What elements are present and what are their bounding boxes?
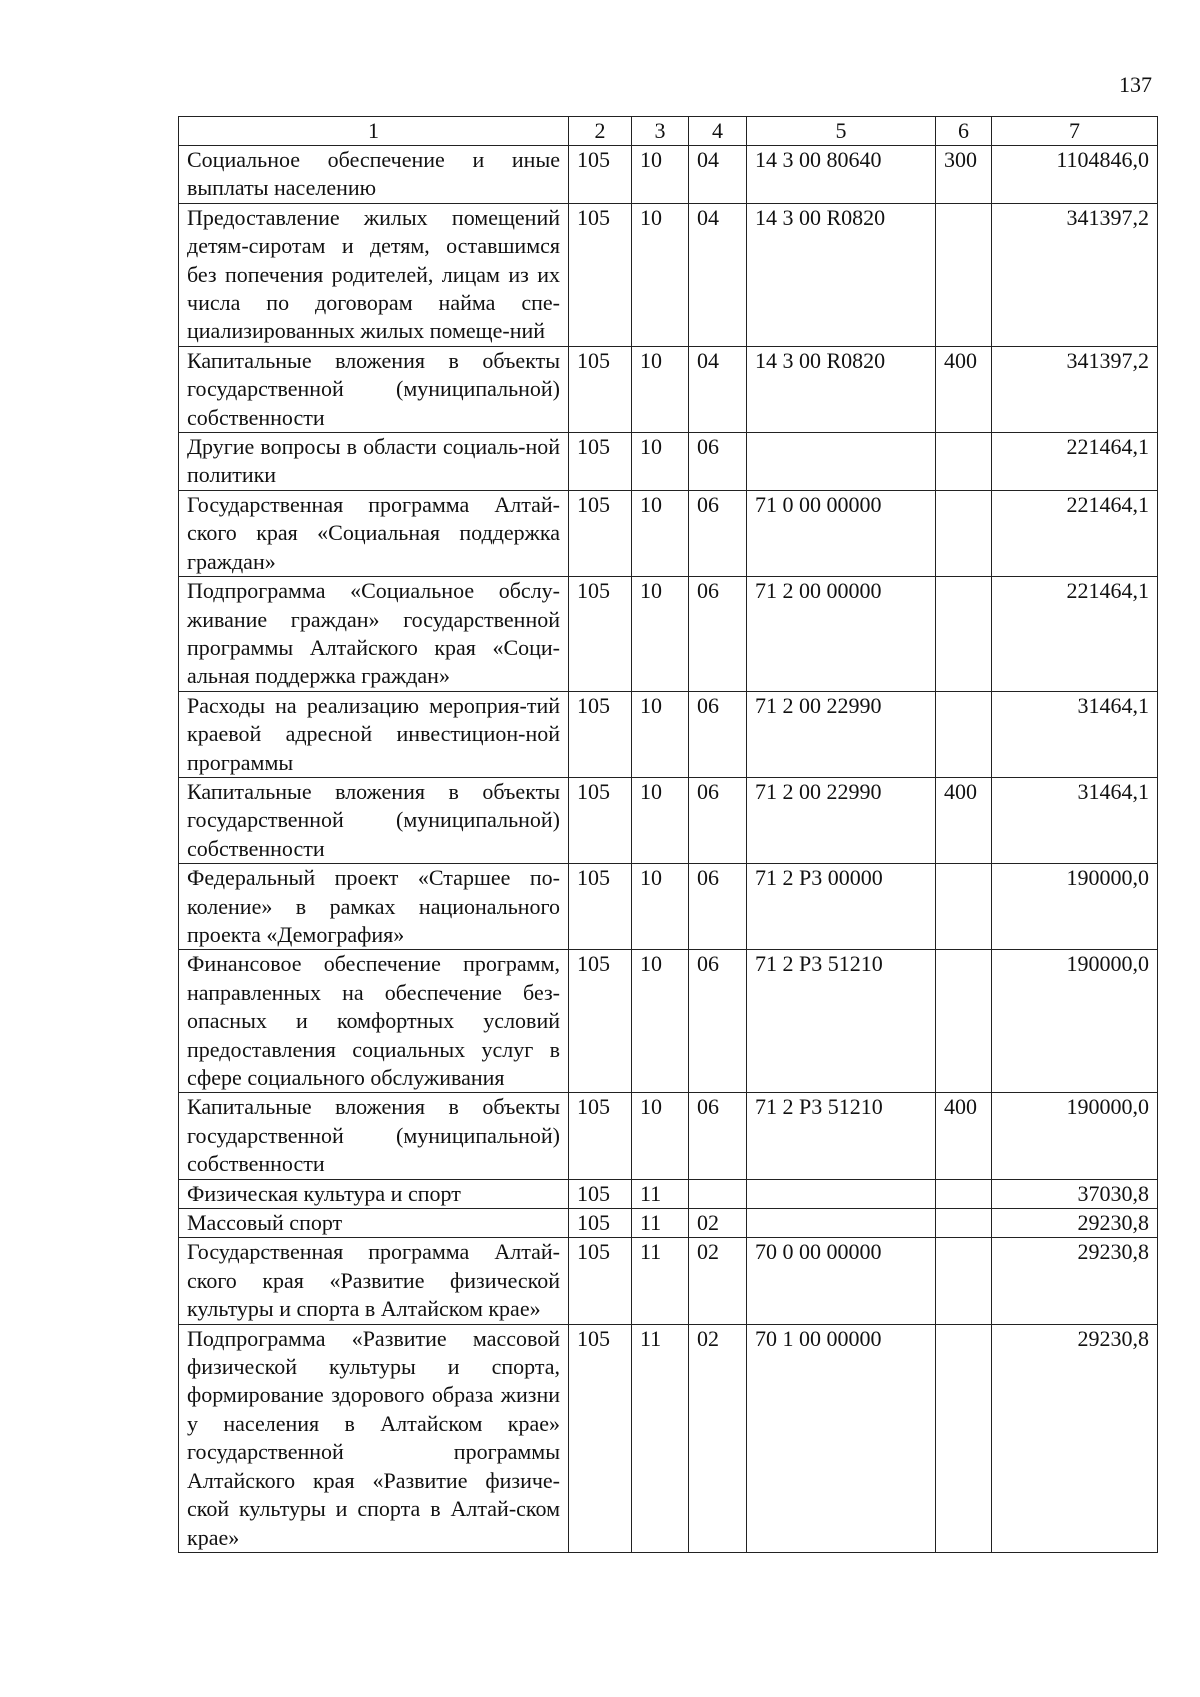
- row-description: Массовый спорт: [179, 1209, 569, 1238]
- table-row: [179, 950, 1158, 1093]
- section-code: 10: [632, 433, 689, 491]
- expense-type-code: [936, 203, 992, 346]
- ministry-code: 105: [569, 777, 632, 863]
- table-row: [179, 1324, 1158, 1552]
- row-description: Государственная программа Алтай-ского края «Социальная поддержка граждан»: [179, 490, 569, 576]
- column-header-3: 3: [632, 117, 689, 146]
- subsection-code: 06: [689, 433, 747, 491]
- ministry-code: 105: [569, 864, 632, 950]
- target-article-code: 71 2 P3 51210: [747, 1093, 936, 1179]
- expense-type-code: [936, 1238, 992, 1324]
- amount: 31464,1: [992, 691, 1158, 777]
- amount: 221464,1: [992, 577, 1158, 692]
- target-article-code: [747, 1179, 936, 1208]
- subsection-code: 02: [689, 1324, 747, 1552]
- table-row: [179, 490, 1158, 576]
- column-header-6: 6: [936, 117, 992, 146]
- target-article-code: 70 0 00 00000: [747, 1238, 936, 1324]
- expense-type-code: [936, 1324, 992, 1552]
- table-row: [179, 146, 1158, 204]
- section-code: 10: [632, 864, 689, 950]
- amount: 29230,8: [992, 1209, 1158, 1238]
- target-article-code: 71 0 00 00000: [747, 490, 936, 576]
- amount: 221464,1: [992, 490, 1158, 576]
- expense-type-code: [936, 1209, 992, 1238]
- target-article-code: 14 3 00 R0820: [747, 203, 936, 346]
- section-code: 10: [632, 950, 689, 1093]
- amount: 221464,1: [992, 433, 1158, 491]
- row-description: Расходы на реализацию мероприя-тий краевой адресной инвестицион-ной программы: [179, 691, 569, 777]
- column-header-1: 1: [179, 117, 569, 146]
- row-description: Подпрограмма «Социальное обслу-живание граждан» государственной программы Алтайского края «Соци-альная поддержка граждан»: [179, 577, 569, 692]
- amount: 341397,2: [992, 346, 1158, 432]
- table-row: [179, 1093, 1158, 1179]
- section-code: 10: [632, 691, 689, 777]
- column-header-5: 5: [747, 117, 936, 146]
- section-code: 11: [632, 1324, 689, 1552]
- target-article-code: 14 3 00 80640: [747, 146, 936, 204]
- expense-type-code: 400: [936, 346, 992, 432]
- table-row: [179, 1209, 1158, 1238]
- expense-type-code: [936, 691, 992, 777]
- amount: 29230,8: [992, 1238, 1158, 1324]
- ministry-code: 105: [569, 577, 632, 692]
- column-header-2: 2: [569, 117, 632, 146]
- column-header-7: 7: [992, 117, 1158, 146]
- amount: 190000,0: [992, 864, 1158, 950]
- section-code: 10: [632, 146, 689, 204]
- ministry-code: 105: [569, 950, 632, 1093]
- row-description: Капитальные вложения в объекты государственной (муниципальной) собственности: [179, 777, 569, 863]
- row-description: Социальное обеспечение и иные выплаты населению: [179, 146, 569, 204]
- section-code: 10: [632, 346, 689, 432]
- section-code: 10: [632, 777, 689, 863]
- table-row: [179, 691, 1158, 777]
- subsection-code: 06: [689, 864, 747, 950]
- subsection-code: 06: [689, 691, 747, 777]
- row-description: Подпрограмма «Развитие массовой физической культуры и спорта, формирование здорового образа жизни у населения в Алтайском крае» государственной программы Алтайского края «Развитие физиче-ской культуры и спорта в Алтай-ском крае»: [179, 1324, 569, 1552]
- expense-type-code: 400: [936, 1093, 992, 1179]
- subsection-code: 06: [689, 777, 747, 863]
- target-article-code: 71 2 P3 00000: [747, 864, 936, 950]
- section-code: 11: [632, 1238, 689, 1324]
- ministry-code: 105: [569, 433, 632, 491]
- table-row: [179, 346, 1158, 432]
- subsection-code: 04: [689, 346, 747, 432]
- table-row: [179, 203, 1158, 346]
- section-code: 11: [632, 1209, 689, 1238]
- subsection-code: 02: [689, 1238, 747, 1324]
- table-row: [179, 1238, 1158, 1324]
- target-article-code: 71 2 P3 51210: [747, 950, 936, 1093]
- subsection-code: [689, 1179, 747, 1208]
- table-row: [179, 777, 1158, 863]
- table-row: [179, 577, 1158, 692]
- subsection-code: 06: [689, 1093, 747, 1179]
- page-number: 137: [1119, 72, 1152, 97]
- subsection-code: 06: [689, 490, 747, 576]
- amount: 37030,8: [992, 1179, 1158, 1208]
- amount: 31464,1: [992, 777, 1158, 863]
- expense-type-code: [936, 490, 992, 576]
- table-row: [179, 864, 1158, 950]
- section-code: 10: [632, 203, 689, 346]
- row-description: Государственная программа Алтай-ского края «Развитие физической культуры и спорта в Алтайском крае»: [179, 1238, 569, 1324]
- expense-type-code: 400: [936, 777, 992, 863]
- budget-table: [178, 116, 1158, 1553]
- subsection-code: 06: [689, 577, 747, 692]
- section-code: 11: [632, 1179, 689, 1208]
- column-header-4: 4: [689, 117, 747, 146]
- row-description: Федеральный проект «Старшее по-коление» в рамках национального проекта «Демография»: [179, 864, 569, 950]
- section-code: 10: [632, 577, 689, 692]
- subsection-code: 06: [689, 950, 747, 1093]
- subsection-code: 04: [689, 203, 747, 346]
- amount: 190000,0: [992, 950, 1158, 1093]
- ministry-code: 105: [569, 203, 632, 346]
- expense-type-code: 300: [936, 146, 992, 204]
- amount: 29230,8: [992, 1324, 1158, 1552]
- subsection-code: 04: [689, 146, 747, 204]
- row-description: Физическая культура и спорт: [179, 1179, 569, 1208]
- table-header-row: [179, 117, 1158, 146]
- target-article-code: 71 2 00 00000: [747, 577, 936, 692]
- ministry-code: 105: [569, 1209, 632, 1238]
- row-description: Предоставление жилых помещений детям-сиротам и детям, оставшимся без попечения родителей, лицам из их числа по договорам найма спе-циализированных жилых помеще-ний: [179, 203, 569, 346]
- expense-type-code: [936, 950, 992, 1093]
- ministry-code: 105: [569, 1179, 632, 1208]
- row-description: Другие вопросы в области социаль-ной политики: [179, 433, 569, 491]
- amount: 341397,2: [992, 203, 1158, 346]
- section-code: 10: [632, 1093, 689, 1179]
- section-code: 10: [632, 490, 689, 576]
- ministry-code: 105: [569, 1093, 632, 1179]
- expense-type-code: [936, 1179, 992, 1208]
- expense-type-code: [936, 577, 992, 692]
- expense-type-code: [936, 864, 992, 950]
- amount: 190000,0: [992, 1093, 1158, 1179]
- row-description: Капитальные вложения в объекты государственной (муниципальной) собственности: [179, 1093, 569, 1179]
- ministry-code: 105: [569, 1324, 632, 1552]
- ministry-code: 105: [569, 691, 632, 777]
- ministry-code: 105: [569, 346, 632, 432]
- ministry-code: 105: [569, 1238, 632, 1324]
- table-row: [179, 1179, 1158, 1208]
- target-article-code: 14 3 00 R0820: [747, 346, 936, 432]
- expense-type-code: [936, 433, 992, 491]
- ministry-code: 105: [569, 146, 632, 204]
- target-article-code: 70 1 00 00000: [747, 1324, 936, 1552]
- target-article-code: 71 2 00 22990: [747, 691, 936, 777]
- row-description: Капитальные вложения в объекты государственной (муниципальной) собственности: [179, 346, 569, 432]
- target-article-code: [747, 1209, 936, 1238]
- target-article-code: [747, 433, 936, 491]
- table-body: [179, 146, 1158, 1553]
- ministry-code: 105: [569, 490, 632, 576]
- table-row: [179, 433, 1158, 491]
- amount: 1104846,0: [992, 146, 1158, 204]
- row-description: Финансовое обеспечение программ, направленных на обеспечение без-опасных и комфортных условий предоставления социальных услуг в сфере социального обслуживания: [179, 950, 569, 1093]
- subsection-code: 02: [689, 1209, 747, 1238]
- target-article-code: 71 2 00 22990: [747, 777, 936, 863]
